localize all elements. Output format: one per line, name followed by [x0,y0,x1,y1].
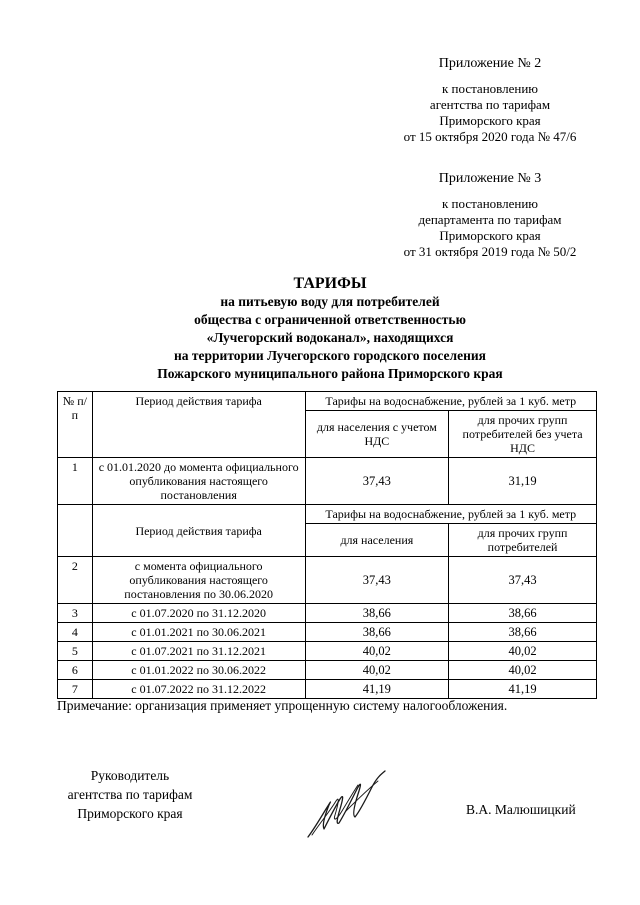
document-title [60,275,600,383]
row-other-value: 38,66 [449,604,597,623]
row-other-value: 37,43 [449,557,597,604]
row-population-value: 41,19 [305,680,449,699]
signer-name: В.А. Малюшицкий [466,802,576,817]
signer-position-line: Приморского края [77,806,183,821]
row-population-value: 40,02 [305,661,449,680]
row-period: с момента официального опубликования настоящего постановления по 30.06.2020 [92,557,305,604]
table-row [58,680,597,699]
handwritten-signature [300,765,395,845]
appendix-2-title: Приложение № 2 [438,56,542,71]
tariff-table [57,391,597,699]
header-other-no-vat: для прочих групп потребителей без учета НДС [449,411,597,458]
row-num: 4 [58,623,93,642]
header-num: № п/п [58,392,93,458]
row-other-value: 40,02 [449,661,597,680]
appendix-3-line: департамента по тарифам [418,212,562,227]
table-row [58,557,597,604]
title-line: «Лучегорский водоканал», находящихся [206,330,454,345]
row-num: 2 [58,557,93,604]
table-header-row [58,392,597,411]
tax-note: Примечание: организация применяет упрощенную систему налогообложения. [57,698,508,713]
row-period: с 01.07.2022 по 31.12.2022 [92,680,305,699]
table-subheader-row [58,505,597,524]
appendix-3-header [380,171,600,260]
row-other-value: 38,66 [449,623,597,642]
row-num: 7 [58,680,93,699]
row-population-value: 37,43 [305,458,449,505]
row-population-value: 37,43 [305,557,449,604]
appendix-2-header [380,56,600,145]
row-period: с 01.01.2022 по 30.06.2022 [92,661,305,680]
title-line: на территории Лучегорского городского поселения [174,348,486,363]
signer-position [35,766,225,823]
title-line: на питьевую воду для потребителей [220,294,440,309]
row-period: с 01.01.2020 до момента официального опубликования настоящего постановления [92,458,305,505]
title-main: ТАРИФЫ [293,275,367,292]
header-period: Период действия тарифа [92,392,305,458]
row-num: 1 [58,458,93,505]
subheader-population: для населения [305,524,449,557]
subheader-tariff-group: Тарифы на водоснабжение, рублей за 1 куб. метр [305,505,596,524]
appendix-2-line: Приморского края [439,113,541,128]
row-num: 5 [58,642,93,661]
appendix-2-line: к постановлению [441,81,539,96]
appendix-3-line: Приморского края [439,228,541,243]
row-population-value: 40,02 [305,642,449,661]
subheader-num-empty [58,505,93,557]
row-period: с 01.07.2021 по 31.12.2021 [92,642,305,661]
appendix-3-title: Приложение № 3 [438,171,542,186]
row-other-value: 41,19 [449,680,597,699]
row-num: 6 [58,661,93,680]
title-line: общества с ограниченной ответственностью [194,312,466,327]
subheader-other: для прочих групп потребителей [449,524,597,557]
appendix-3-line: к постановлению [441,196,539,211]
row-other-value: 31,19 [449,458,597,505]
row-population-value: 38,66 [305,623,449,642]
title-line: Пожарского муниципального района Приморского края [157,366,503,381]
row-period: с 01.07.2020 по 31.12.2020 [92,604,305,623]
signer-position-line: агентства по тарифам [67,787,193,802]
appendix-3-line: от 31 октября 2019 года № 50/2 [403,244,577,259]
row-other-value: 40,02 [449,642,597,661]
subheader-period: Период действия тарифа [92,505,305,557]
table-row [58,458,597,505]
table-row [58,623,597,642]
table-row [58,604,597,623]
row-num: 3 [58,604,93,623]
table-row [58,642,597,661]
signer-position-line: Руководитель [90,768,170,783]
appendix-2-line: от 15 октября 2020 года № 47/6 [403,129,577,144]
appendix-2-line: агентства по тарифам [429,97,551,112]
row-period: с 01.01.2021 по 30.06.2021 [92,623,305,642]
row-population-value: 38,66 [305,604,449,623]
header-population-vat: для населения с учетом НДС [305,411,449,458]
table-row [58,661,597,680]
header-tariff-group: Тарифы на водоснабжение, рублей за 1 куб. метр [305,392,596,411]
